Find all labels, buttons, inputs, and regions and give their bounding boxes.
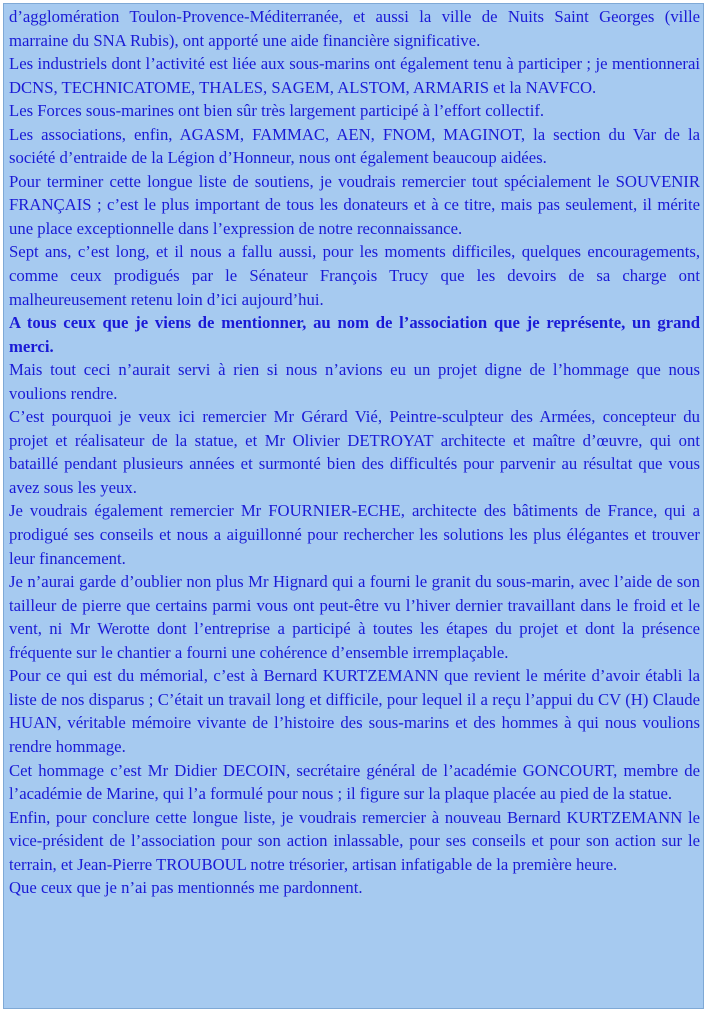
document-page <box>3 3 704 1009</box>
paragraph-seven-years: Sept ans, c’est long, et il nous a fallu aussi, pour les moments difficiles, quelques encouragements, comme ceux prodigués par le Sénateur François Trucy que les devoirs de sa charge ont malheureusement retenu loin d’ici aujourd’hui. <box>9 242 700 309</box>
paragraph-sculptor-architect: C’est pourquoi je veux ici remercier Mr Gérard Vié, Peintre-sculpteur des Armées, concepteur du projet et réalisateur de la statue, et Mr Olivier DETROYAT architecte et maître d’œuvre, qui ont bataillé pendant plusieurs années et surmonté bien des difficultés pour parvenir au résultat que vous avez sous les yeux. <box>9 407 700 497</box>
paragraph-industrials: Les industriels dont l’activité est liée aux sous-marins ont également tenu à participer ; je mentionnerai DCNS, TECHNICATOME, THALES, SAGEM, ALSTOM, ARMARIS et la NAVFCO. <box>9 54 700 97</box>
paragraph-souvenir-francais: Pour terminer cette longue liste de soutiens, je voudrais remercier tout spécialement le SOUVENIR FRANÇAIS ; c’est le plus important de tous les donateurs et à ce titre, mais pas seulement, il mérite une place exceptionnelle dans l’expression de notre reconnaissance. <box>9 171 700 238</box>
paragraph-decoin: Cet hommage c’est Mr Didier DECOIN, secrétaire général de l’académie GONCOURT, membre de l’académie de Marine, qui l’a formulé pour nous ; il figure sur la plaque placée au pied de la statue. <box>9 760 700 804</box>
paragraph-apology: Que ceux que je n’ai pas mentionnés me pardonnent. <box>9 878 363 898</box>
paragraph-submarine-forces: Les Forces sous-marines ont bien sûr très largement participé à l’effort collectif. <box>9 101 545 121</box>
paragraph-grand-merci: A tous ceux que je viens de mentionner, au nom de l’association que je représente, un grand merci. <box>9 313 700 356</box>
paragraph-worthy-project: Mais tout ceci n’aurait servi à rien si nous n’avions eu un projet digne de l’hommage que nous voulions rendre. <box>9 360 700 403</box>
paragraph-memorial: Pour ce qui est du mémorial, c’est à Bernard KURTZEMANN que revient le mérite d’avoir établi la liste de nos disparus ; C’était un travail long et difficile, pour lequel il a reçu l’appui du CV (H) Claude HUAN, véritable mémoire vivante de l’histoire des sous-marins et des hommes à qui nous voulions rendre hommage. <box>9 666 700 756</box>
paragraph-fournier-eche: Je voudrais également remercier Mr FOURNIER-ECHE, architecte des bâtiments de France, qui a prodigué ses conseils et nous a aiguillonné pour rechercher les solutions les plus élégantes et trouver leur financement. <box>9 501 700 568</box>
paragraph-hignard-werotte: Je n’aurai garde d’oublier non plus Mr Hignard qui a fourni le granit du sous-marin, avec l’aide de son tailleur de pierre que certains parmi vous ont peut-être vu l’hiver dernier travaillant dans le froid et le vent, ni Mr Werotte dont l’entreprise a participé à toutes les étapes du projet et dont la présence fréquente sur le chantier a fourni une cohérence d’ensemble irremplaçable. <box>9 572 700 662</box>
paragraph-funding-toulon: d’agglomération Toulon-Provence-Méditerranée, et aussi la ville de Nuits Saint Georges (ville marraine du SNA Rubis), ont apporté une aide financière significative. <box>9 7 700 50</box>
paragraph-associations: Les associations, enfin, AGASM, FAMMAC, AEN, FNOM, MAGINOT, la section du Var de la société d’entraide de la Légion d’Honneur, nous ont également beaucoup aidées. <box>9 124 700 168</box>
paragraph-conclusion: Enfin, pour conclure cette longue liste, je voudrais remercier à nouveau Bernard KURTZEMANN le vice-président de l’association pour son action inlassable, pour ses conseils et pour son action sur le terrain, et Jean-Pierre TROUBOUL notre trésorier, artisan infatigable de la première heure. <box>9 807 700 874</box>
